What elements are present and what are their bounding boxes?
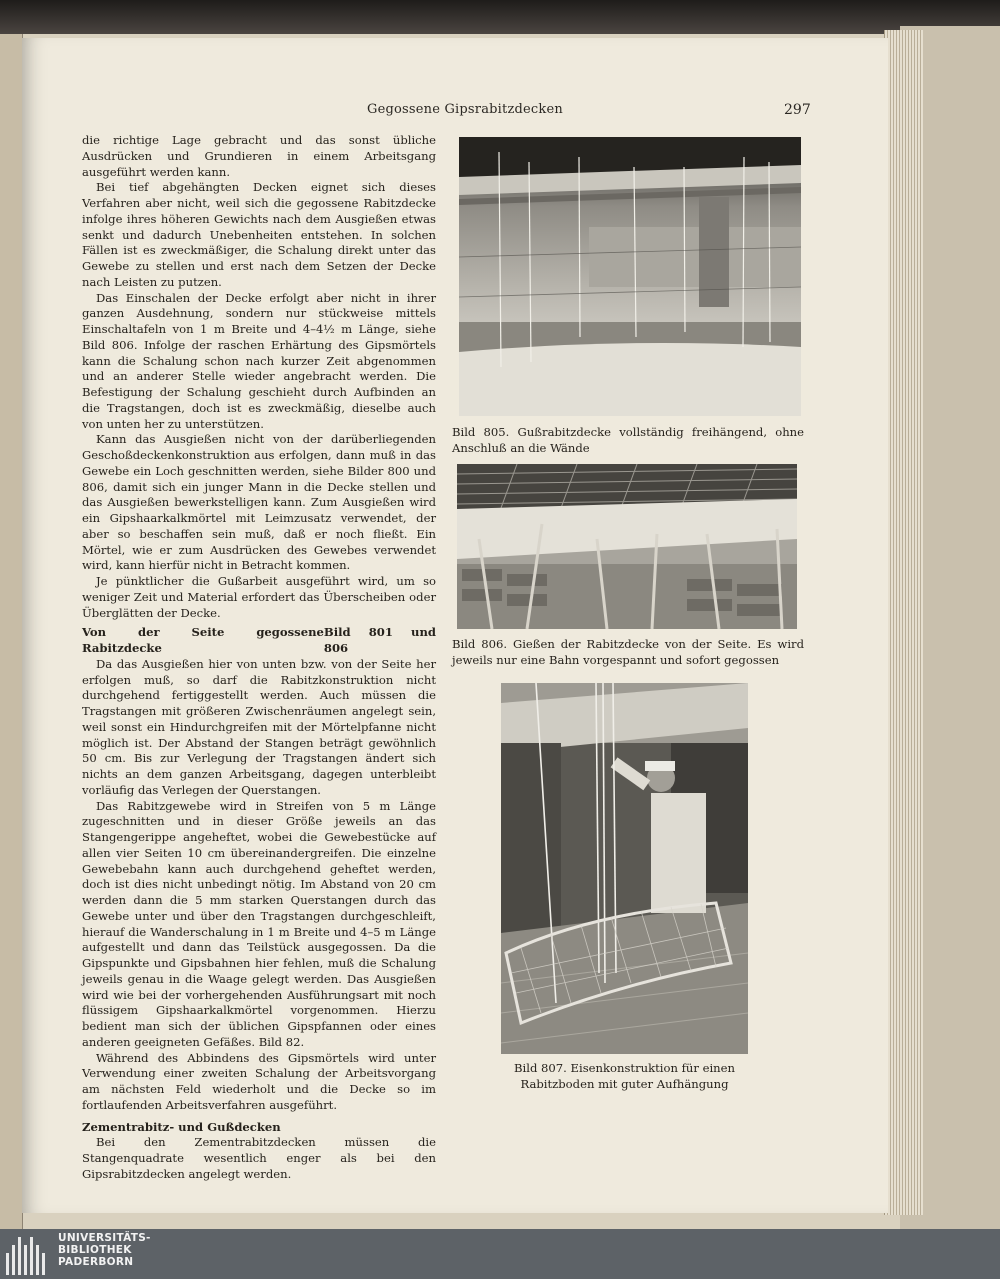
- figure-806-photo: [457, 464, 797, 629]
- running-title: Gegossene Gipsrabitzdecken: [367, 102, 563, 117]
- paragraph: Kann das Ausgießen nicht von der darüberliegenden Geschoßdeckenkonstruktion aus erfolgen, dann muß in das Gewebe ein Loch geschnitten werden, siehe Bilder 800 und 806, damit sich ein junger Mann in die Decke stellen und das Ausgießen bewerkstelligen kann. Zum Ausgießen wird ein Gipshaarkalkmörtel mit Leimzusatz verwendet, der aber so beschaffen sein muß, daß er noch fließt. Ein Mörtel, wie er zum Ausdrücken des Gewebes verwendet wird, kann hierfür nicht in Betracht kommen.: [82, 432, 436, 573]
- section-figure-ref: Bild 801 und 806: [323, 625, 436, 655]
- paragraph: Da das Ausgießen hier von unten bzw. von der Seite her erfolgen muß, so darf die Rabitzkonstruktion nicht durchgehend fertiggestellt werden. Auch müssen die Tragstangen mit größeren Zwischenräumen angelegt sein, weil sonst ein Hindurchgreifen mit der Mörtelpfanne nicht möglich ist. Der Abstand der Stangen beträgt gewöhnlich 50 cm. Bis zur Verlegung der Tragstangen ändert sich nichts an dem ganzen Arbeitsgang, dagegen unterbleibt vorläufig das Verlegen der Querstangen.: [82, 656, 436, 797]
- paragraph: Bei tief abgehängten Decken eignet sich dieses Verfahren aber nicht, weil sich die gegossene Rabitzdecke infolge ihres höheren Gewichts nach dem Ausgießen etwas senkt und dadurch Unebenheiten entstehen. In solchen Fällen ist es zweckmäßiger, die Schalung direkt unter das Gewebe zu stellen und erst nach dem Setzen der Decke nach Leisten zu putzen.: [82, 180, 436, 289]
- library-logo-text: UNIVERSITÄTS- BIBLIOTHEK PADERBORN: [58, 1232, 151, 1268]
- section-title: Von der Seite gegossene Rabitzdecke: [82, 625, 324, 655]
- body-text-column: [82, 133, 436, 1183]
- figure-805-photo: [459, 137, 801, 416]
- paragraph: Bei den Zementrabitzdecken müssen die Stangenquadrate wesentlich enger als bei den Gipsrabitzdecken angelegt werden.: [82, 1135, 436, 1181]
- paragraph: Je pünktlicher die Gußarbeit ausgeführt wird, um so weniger Zeit und Material erfordert das Überscheiben oder Überglätten der Decke.: [82, 574, 436, 620]
- figure-805-caption: Bild 805. Gußrabitzdecke vollständig freihängend, ohne Anschluß an die Wände: [452, 425, 804, 455]
- figure-807-photo: [501, 683, 748, 1054]
- previous-page-edge: [0, 34, 23, 1229]
- scan-top-background: [0, 0, 1000, 34]
- section-title: Zementrabitz- und Gußdecken: [82, 1119, 281, 1134]
- paragraph: die richtige Lage gebracht und das sonst übliche Ausdrücken und Grundieren in einem Arbeitsgang ausgeführt werden kann.: [82, 133, 436, 179]
- section-heading-cement: [82, 1120, 436, 1136]
- figure-807-caption: Bild 807. Eisenkonstruktion für einen Rabitzboden mit guter Aufhängung: [514, 1061, 735, 1091]
- figure-806-caption: Bild 806. Gießen der Rabitzdecke von der Seite. Es wird jeweils nur eine Bahn vorgespannt und sofort gegossen: [452, 637, 804, 667]
- paragraph: Das Einschalen der Decke erfolgt aber nicht in ihrer ganzen Ausdehnung, sondern nur stückweise mittels Einschaltafeln von 1 m Breite und 4–4½ m Länge, siehe Bild 806. Infolge der raschen Erhärtung des Gipsmörtels kann die Schalung schon nach kurzer Zeit abgenommen und an anderer Stelle wieder angebracht werden. Die Befestigung der Schalung geschieht durch Aufbinden an die Tragstangen, doch ist es zweckmäßig, dieselbe auch von unten her zu unterstützen.: [82, 290, 436, 431]
- paragraph: Während des Abbindens des Gipsmörtels wird unter Verwendung einer zweiten Schalung der Arbeitsvorgang am nächsten Feld wiederholt und die Decke so im fortlaufenden Arbeitsverfahren ausgeführt.: [82, 1050, 436, 1112]
- page-number: 297: [784, 102, 811, 118]
- page-edges: [884, 30, 923, 1215]
- library-logo-icon: [6, 1235, 50, 1275]
- section-heading-side-cast: [82, 625, 436, 657]
- paragraph: Das Rabitzgewebe wird in Streifen von 5 m Länge zugeschnitten und in dieser Größe jeweils an das Stangengerippe angeheftet, wobei die Gewebestücke auf allen vier Seiten 10 cm übereinandergreifen. Die einzelne Gewebebahn kann auch durchgehend geheftet werden, doch ist dies nicht unbedingt nötig. Im Abstand von 20 cm werden dann die 5 mm starken Querstangen durch das Gewebe unter und über den Tragstangen durchgeschleift, hierauf die Wanderschalung in 1 m Breite und 4–5 m Länge aufgestellt und dann das Teilstück ausgegossen. Da die Gipspunkte und Gipsbahnen hier fehlen, muß die Schalung jeweils genau in die Waage gelegt werden. Das Ausgießen wird wie bei der vorhergehenden Ausführungsart mit noch flüssigem Gipshaarkalkmörtel vorgenommen. Hierzu bedient man sich der üblichen Gipspfannen oder eines anderen geeigneten Gefäßes. Bild 82.: [82, 798, 436, 1049]
